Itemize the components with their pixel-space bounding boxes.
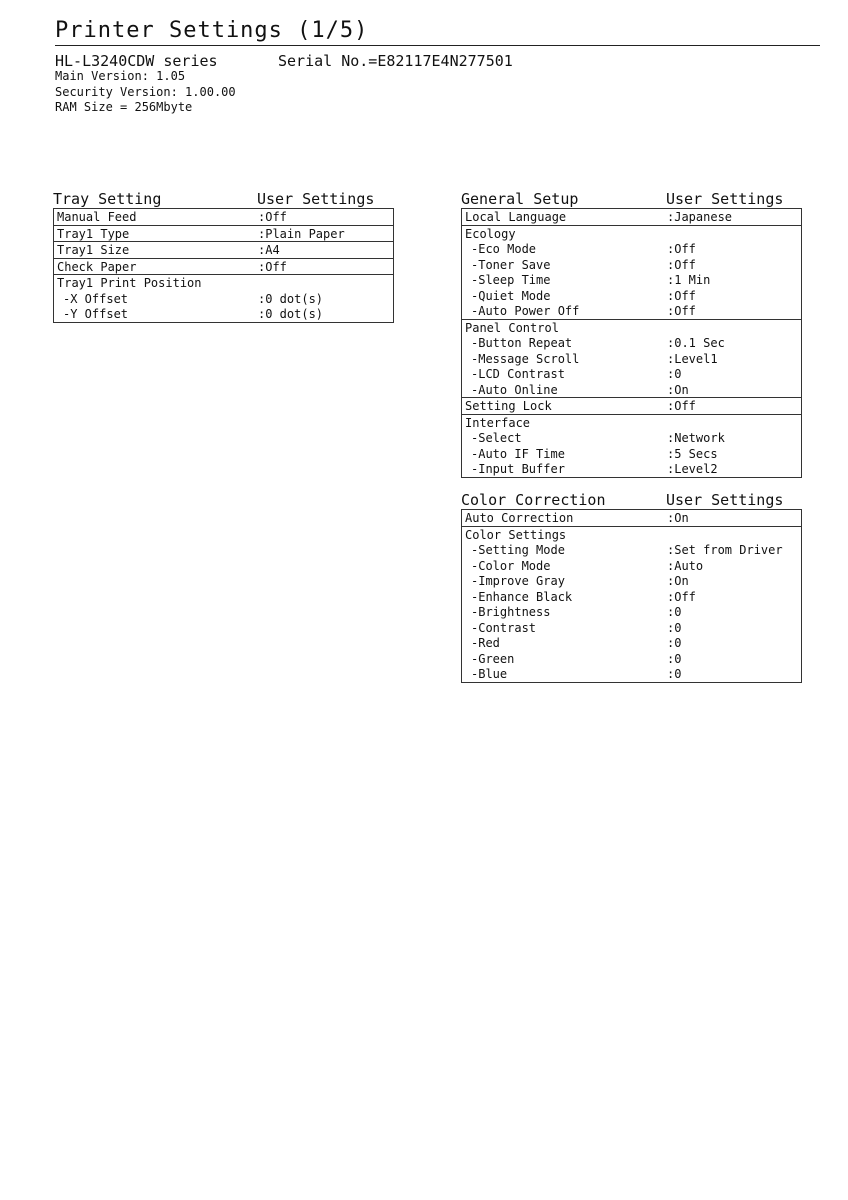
tray-setting-section: [53, 190, 394, 323]
setting-row: [54, 291, 393, 307]
setting-row: [462, 527, 801, 543]
setting-label: -Auto IF Time: [471, 446, 565, 461]
general-group: [462, 225, 801, 319]
setting-row: [462, 241, 801, 257]
general-setup-title: General Setup: [461, 190, 579, 208]
setting-label: Color Settings: [465, 527, 567, 542]
color-group: [462, 526, 801, 682]
setting-row: [462, 303, 801, 319]
setting-value: :5 Secs: [667, 446, 718, 461]
setting-row: [462, 573, 801, 589]
general-group: [462, 209, 801, 225]
setting-row: [462, 542, 801, 558]
setting-row: [462, 635, 801, 651]
setting-label: -Sleep Time: [471, 273, 551, 287]
setting-row: [462, 558, 801, 574]
setting-row: [462, 446, 801, 462]
setting-label: Ecology: [465, 226, 516, 241]
setting-value: :A4: [258, 243, 280, 257]
color-group: [462, 510, 801, 526]
setting-row: [462, 351, 801, 367]
setting-label: -Improve Gray: [471, 574, 565, 588]
setting-row: [462, 666, 801, 682]
setting-row: [462, 226, 801, 242]
setting-row: [462, 398, 801, 414]
ram-size: RAM Size = 256Mbyte: [55, 100, 193, 114]
setting-label: -Quiet Mode: [471, 288, 551, 303]
setting-label: -Auto Power Off: [471, 304, 580, 318]
setting-value: :On: [667, 574, 689, 588]
setting-row: [462, 382, 801, 398]
setting-row: [54, 226, 393, 242]
setting-row: [462, 415, 801, 431]
setting-row: [462, 272, 801, 288]
general-group: [462, 397, 801, 414]
setting-row: [54, 259, 393, 275]
setting-label: Local Language: [465, 210, 567, 224]
setting-label: -Y Offset: [63, 307, 129, 321]
setting-row: [462, 366, 801, 382]
setting-label: Check Paper: [57, 259, 137, 274]
title-divider: [55, 45, 820, 46]
serial-number: Serial No.=E82117E4N277501: [278, 52, 513, 70]
setting-value: :Off: [258, 210, 287, 224]
general-group: [462, 319, 801, 398]
setting-row: [54, 306, 393, 322]
setting-label: -Auto Online: [471, 382, 558, 397]
general-group: [462, 414, 801, 477]
general-setup-table: [461, 208, 802, 478]
setting-label: Panel Control: [465, 320, 559, 335]
setting-value: :Off: [667, 399, 696, 413]
tray-setting-title: Tray Setting: [53, 190, 162, 208]
setting-label: Tray1 Type: [57, 226, 130, 241]
tray-group: [54, 274, 393, 322]
setting-value: :Level2: [667, 462, 718, 476]
setting-label: -Eco Mode: [471, 242, 537, 256]
setting-value: :On: [667, 382, 689, 397]
setting-row: [462, 510, 801, 526]
color-user-settings-header: User Settings: [666, 491, 784, 509]
setting-value: :0: [667, 636, 682, 650]
setting-label: -Enhance Black: [471, 589, 573, 604]
setting-value: :0 dot(s): [258, 307, 324, 321]
setting-value: :0 dot(s): [258, 291, 324, 306]
setting-value: :Off: [667, 589, 696, 604]
setting-label: -Red: [471, 636, 500, 650]
setting-label: -Green: [471, 651, 515, 666]
setting-value: :Network: [667, 431, 725, 445]
setting-row: [462, 604, 801, 620]
tray-group: [54, 258, 393, 275]
setting-row: [462, 651, 801, 667]
tray-group: [54, 241, 393, 258]
setting-label: -Brightness: [471, 605, 551, 619]
setting-value: :Set from Driver: [667, 543, 783, 557]
setting-label: Tray1 Print Position: [57, 276, 202, 290]
setting-value: :Off: [667, 304, 696, 318]
setting-label: -Button Repeat: [471, 336, 573, 350]
color-correction-table: [461, 509, 802, 683]
setting-label: Manual Feed: [57, 210, 137, 224]
model-name: HL-L3240CDW series: [55, 52, 218, 70]
tray-setting-table: [53, 208, 394, 323]
page-title: Printer Settings (1/5): [55, 18, 369, 43]
setting-value: :Japanese: [667, 210, 733, 224]
setting-label: -X Offset: [63, 291, 129, 306]
main-version: Main Version: 1.05: [55, 69, 186, 83]
version-info: [55, 69, 236, 116]
setting-label: -Message Scroll: [471, 351, 580, 366]
setting-row: [54, 275, 393, 291]
setting-value: :0.1 Sec: [667, 336, 725, 350]
setting-value: :Auto: [667, 558, 704, 573]
setting-label: Auto Correction: [465, 511, 574, 525]
setting-value: :Off: [667, 288, 696, 303]
setting-value: :0: [667, 651, 682, 666]
setting-label: Interface: [465, 415, 531, 430]
general-user-settings-header: User Settings: [666, 190, 784, 208]
color-correction-section: [461, 491, 802, 683]
setting-row: [462, 430, 801, 446]
setting-row: [462, 320, 801, 336]
tray-group: [54, 225, 393, 242]
setting-value: :0: [667, 367, 682, 381]
color-correction-title: Color Correction: [461, 491, 606, 509]
setting-row: [462, 209, 801, 225]
setting-value: :0: [667, 667, 682, 681]
setting-label: -Blue: [471, 667, 508, 681]
setting-row: [54, 242, 393, 258]
setting-label: -Setting Mode: [471, 543, 565, 557]
setting-label: -Select: [471, 431, 522, 445]
setting-value: :Level1: [667, 351, 718, 366]
setting-label: -Input Buffer: [471, 462, 565, 476]
setting-row: [462, 589, 801, 605]
setting-label: -LCD Contrast: [471, 367, 565, 381]
setting-label: Tray1 Size: [57, 243, 130, 257]
setting-label: -Color Mode: [471, 558, 551, 573]
setting-value: :Plain Paper: [258, 226, 345, 241]
setting-value: :0: [667, 605, 682, 619]
security-version: Security Version: 1.00.00: [55, 84, 236, 99]
setting-value: :On: [667, 511, 689, 525]
setting-value: :1 Min: [667, 273, 711, 287]
setting-label: -Contrast: [471, 620, 537, 635]
tray-user-settings-header: User Settings: [257, 190, 375, 208]
general-setup-section: [461, 190, 802, 478]
setting-value: :Off: [258, 259, 287, 274]
setting-row: [462, 620, 801, 636]
setting-value: :Off: [667, 257, 696, 272]
setting-row: [54, 209, 393, 225]
setting-row: [462, 461, 801, 477]
setting-row: [462, 288, 801, 304]
setting-row: [462, 335, 801, 351]
setting-row: [462, 257, 801, 273]
setting-value: :Off: [667, 242, 696, 256]
setting-label: -Toner Save: [471, 257, 551, 272]
setting-value: :0: [667, 620, 682, 635]
setting-label: Setting Lock: [465, 399, 552, 413]
tray-group: [54, 209, 393, 225]
